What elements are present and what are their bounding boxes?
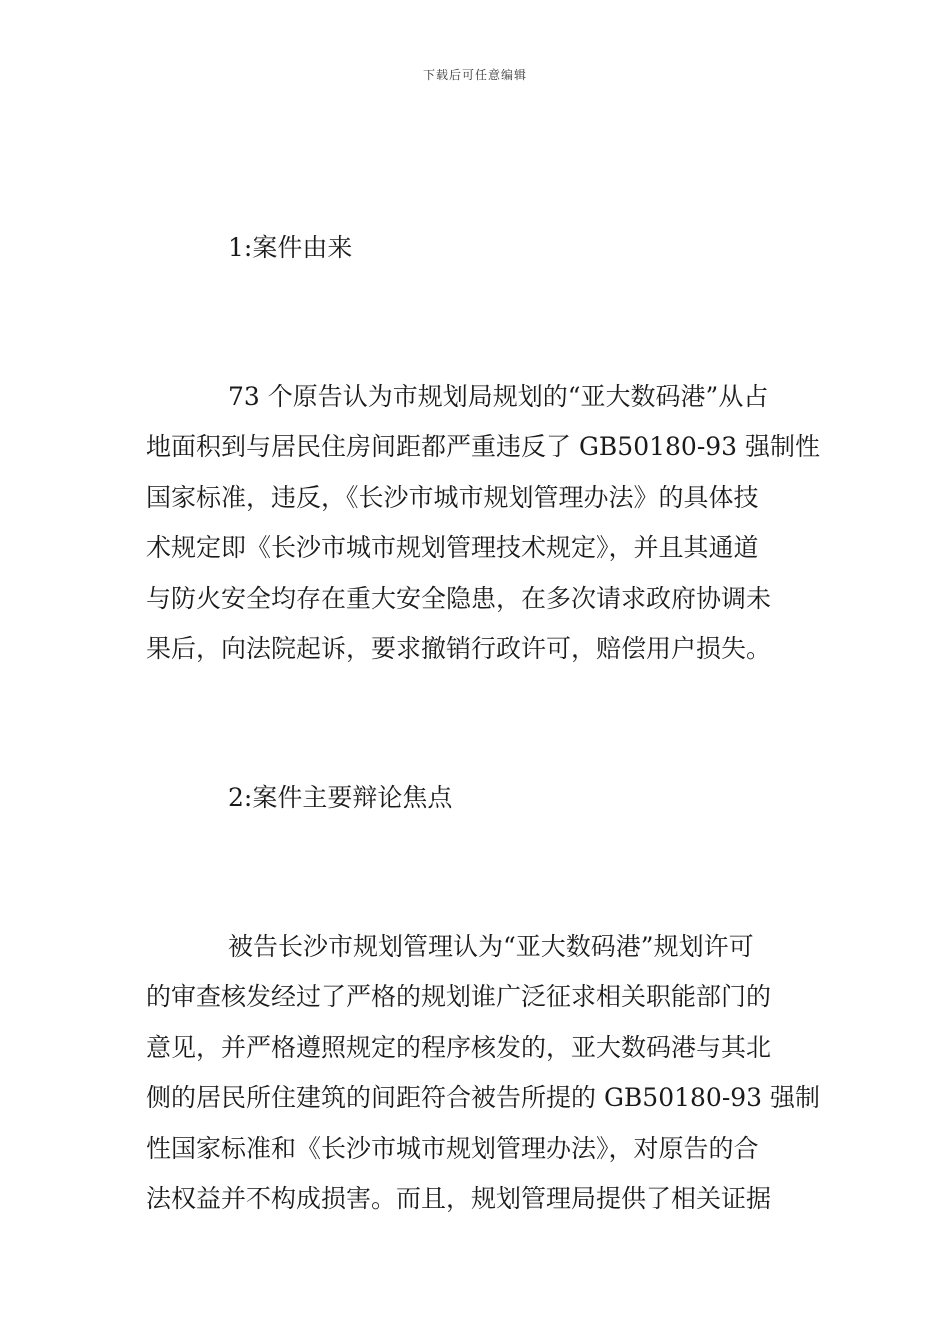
paragraph-line: 果后，向法院起诉，要求撤销行政许可，赔偿用户损失。 xyxy=(146,634,772,663)
paragraph-line: 法权益并不构成损害。而且，规划管理局提供了相关证据 xyxy=(146,1184,772,1213)
header-note: 下载后可任意编辑 xyxy=(422,68,527,82)
paragraph-line: 侧的居民所住建筑的间距符合被告所提的 GB50180-93 强制 xyxy=(146,1083,821,1112)
paragraph-line: 地面积到与居民住房间距都严重违反了 GB50180-93 强制性 xyxy=(146,432,821,461)
section-1-heading: 1:案件由来 xyxy=(228,233,353,262)
paragraph-line: 的审查核发经过了严格的规划谁广泛征求相关职能部门的 xyxy=(146,982,772,1011)
paragraph-line: 意见，并严格遵照规定的程序核发的，亚大数码港与其北 xyxy=(146,1033,772,1062)
paragraph-line: 性国家标准和《长沙市城市规划管理办法》，对原告的合 xyxy=(146,1134,759,1163)
paragraph-line: 国家标准，违反，《长沙市城市规划管理办法》的具体技 xyxy=(146,483,759,512)
paragraph-line: 与防火安全均存在重大安全隐患，在多次请求政府协调未 xyxy=(146,584,772,613)
paragraph-line: 术规定即《长沙市城市规划管理技术规定》，并且其通道 xyxy=(146,533,759,562)
paragraph-line: 被告长沙市规划管理认为“亚大数码港”规划许可 xyxy=(228,932,754,961)
section-2-heading: 2:案件主要辩论焦点 xyxy=(228,783,453,812)
paragraph-line: 73 个原告认为市规划局规划的“亚大数码港”从占 xyxy=(228,382,769,411)
